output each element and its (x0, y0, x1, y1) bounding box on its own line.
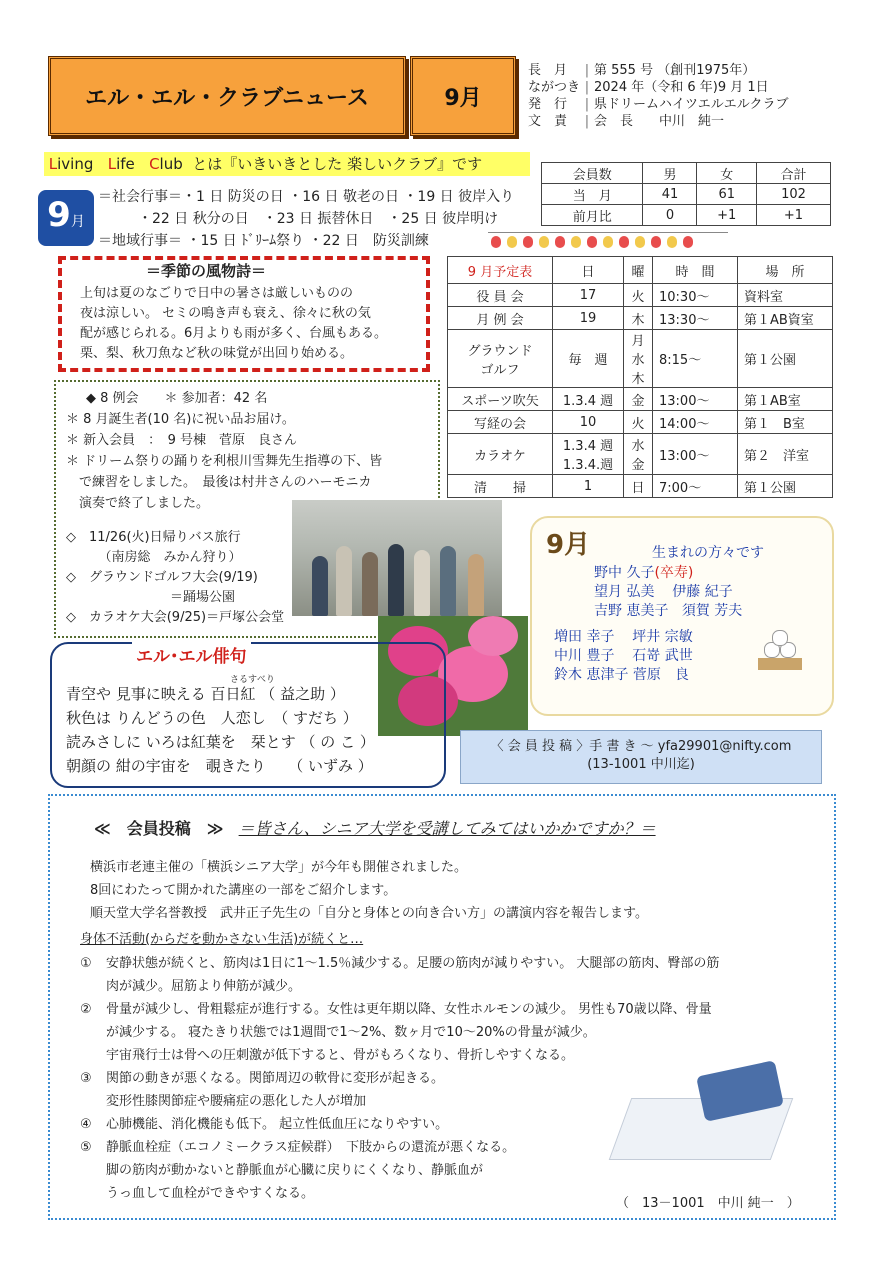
haiku-line: 秋色は りんどうの色 人恋し （ すだち ） (66, 709, 358, 727)
newsletter-title: エル・エル・クラブニュース (85, 85, 369, 111)
article-label: ≪ 会員投稿 ≫ (94, 819, 224, 838)
schedule-table: 9 月予定表 日 曜 時 間 場 所 役 員 会 17 火 10:30～ 資料室 月 例 会 19 木 13:30～ 第１AB資室 グラウンド ゴルフ 毎 週 月水木 8:15～ 第１公園 スポーツ吹矢 1.3.4 週 金 13:00～ 第１AB室 写経の会 10 火 14:00～ 第１ B室 カラオケ 1.3.4 週 1.3.4.週 水金 13:00～ 第２ 洋室 清 掃 1 日 7:00～ 第１公園 (447, 256, 833, 498)
issue-line: ながつき | 2024 年（令和 6 年)9 月 1日 (528, 80, 769, 95)
list-item: ⑤ 静脈血栓症（エコノミークラス症候群） 下肢からの還流が悪くなる。 (80, 1140, 516, 1155)
haiku-box (50, 642, 446, 788)
moon-dango-icon (758, 630, 802, 670)
table-row: 写経の会 10 火 14:00～ 第１ B室 (448, 411, 833, 434)
report-head: ◆ 8 例会 ＊ 参加者：42 名 (86, 391, 268, 406)
september-calendar-icon: 9月 (38, 190, 94, 246)
issue-line: 発 行 | 県ドリームハイツエルエルクラブ (528, 97, 789, 112)
haiku-title: エル･エル俳句 (132, 642, 251, 667)
seasonal-title: ＝季節の風物詩＝ (142, 260, 270, 281)
article-signature: （ 13－1001 中川 純一 ） (616, 1196, 800, 1211)
seasonal-box: ＝季節の風物詩＝ 上旬は夏のなごりで日中の暑さは厳しいものの 夜は涼しい。 セミの鳴き声も衰え、徐々に秋の気 配が感じられる。6月よりも雨が多く、台風もある。 栗、梨、秋刀魚など秋の味覚が出回り始める。 (58, 256, 430, 372)
issue-line: 文 責 | 会 長 中川 純一 (528, 114, 725, 129)
table-row: 前月比 0 +1 +1 (542, 205, 831, 226)
article-subhead: 身体不活動(からだを動かさない生活)が続くと… (80, 932, 364, 947)
upcoming-event: ◇ 11/26(火)日帰りバス旅行 (66, 530, 241, 545)
list-item: ④ 心肺機能、消化機能も低下。 起立性低血圧になりやすい。 (80, 1117, 449, 1132)
upcoming-event: ◇ カラオケ大会(9/25)＝戸塚公会堂 (66, 610, 285, 625)
haiku-line: 青空や 見事に映える 百日紅 （ 益之助 ） (66, 685, 345, 703)
events-section (98, 186, 548, 252)
month-label: 9月 (444, 85, 482, 111)
social-events: ＝社会行事＝・1 日 防災の日 ・16 日 敬老の日 ・19 日 彼岸入り (98, 189, 515, 205)
dance-practice-photo (292, 500, 502, 616)
birthday-title: 生まれの方々です (652, 545, 764, 561)
book-icon (620, 1058, 800, 1168)
table-row: 月 例 会 19 木 13:30～ 第１AB資室 (448, 307, 833, 330)
list-item: ③ 関節の動きが悪くなる。関節周辺の軟骨に変形が起きる。 (80, 1071, 445, 1086)
month-box (410, 56, 516, 136)
slogan-bar: Living Life Club とは『いきいきとした 楽しいクラブ』です (44, 152, 530, 176)
table-row: 当 月 41 61 102 (542, 184, 831, 205)
table-row: グラウンド ゴルフ 毎 週 月水木 8:15～ 第１公園 (448, 330, 833, 388)
haiku-ruby: さるすべり (230, 675, 275, 685)
lantern-garland-icon (488, 232, 728, 251)
table-row: 清 掃 1 日 7:00～ 第１公園 (448, 475, 833, 498)
member-count-table: 会員数 男 女 合計 当 月 41 61 102 前月比 0 +1 +1 (541, 162, 831, 226)
haiku-line: 朝顔の 紺の宇宙を 覗きたり （ いずみ ） (66, 757, 373, 775)
upcoming-event: ◇ グラウンドゴルフ大会(9/19) (66, 570, 258, 585)
issue-info (528, 62, 828, 130)
birthday-month: 9月 (546, 530, 591, 560)
table-row: スポーツ吹矢 1.3.4 週 金 13:00～ 第１AB室 (448, 388, 833, 411)
birthday-box: 9月 生まれの方々です 野中 久子(卒寿) 望月 弘美 伊藤 紀子 吉野 恵美子 須賀 芳夫 増田 幸子 坪井 宗敏 中川 豊子 石嵜 武世 鈴木 恵津子 菅原 良 (530, 516, 834, 716)
article-heading: ＝皆さん、シニア大学を受講してみてはいかかですか？＝ (238, 819, 656, 838)
meeting-report-box: ◆ 8 例会 ＊ 参加者：42 名 ＊ 8 月誕生者(10 名)に祝い品お届け。 ＊ 新入会員 ： 9 号棟 菅原 良さん ＊ ドリーム祭りの踊りを利根川雪舞先生指導の下、皆 で練習をしました。 最後は村井さんのハーモニカ 演奏で終了しました。 ◇ 11/26(火)日帰りバス旅行 （南房総 みかん狩り） ◇ グラウンドゴルフ大会(9/19) ＝踊場公園 ◇ カラオケ大会(9/25)＝戸塚公会堂 (54, 380, 440, 638)
list-item: ② 骨量が減少し、骨粗鬆症が進行する。女性は更年期以降、女性ホルモンの減少。 男性も70歳以降、骨量 (80, 1002, 712, 1017)
table-row: カラオケ 1.3.4 週 1.3.4.週 水金 13:00～ 第２ 洋室 (448, 434, 833, 475)
local-events: ＝地域行事＝ ・15 日 ﾄﾞﾘｰﾑ祭り ・22 日 防災訓練 (98, 233, 429, 249)
social-events-cont: ・22 日 秋分の日 ・23 日 振替休日 ・25 日 彼岸明け (138, 211, 499, 227)
table-row: 役 員 会 17 火 10:30～ 資料室 (448, 284, 833, 307)
contribution-email: 〈 会 員 投 稿 〉手 書 き ～ yfa29901@nifty.com (490, 739, 792, 754)
haiku-line: 読みさしに いろは紅葉を 栞とす （ の こ ） (66, 733, 375, 751)
list-item: ① 安静状態が続くと、筋肉は1日に1～1.5％減少する。足腰の筋肉が減りやすい。 大腿部の筋肉、臀部の筋 (80, 956, 720, 971)
contribution-note: 〈 会 員 投 稿 〉手 書 き ～ yfa29901@nifty.com (13-1001 中川迄) (460, 730, 822, 784)
member-article-box: ≪ 会員投稿 ≫ ＝皆さん、シニア大学を受講してみてはいかかですか？＝ 横浜市老連主催の「横浜シニア大学」が今年も開催されました。 8回にわたって開かれた講座の一部をご紹介します。 順天堂大学名誉教授 武井正子先生の「自分と身体との向き合い方」の講演内容を報告します。 身体不活動(からだを動かさない生活)が続くと… ① 安静状態が続くと、筋肉は1日に1～1.5％減少する。足腰の筋肉が減りやすい。 大腿部の筋肉、臀部の筋 肉が減少。屈筋より伸筋が減少。 ② 骨量が減少し、骨粗鬆症が進行する。女性は更年期以降、女性ホルモンの減少。 男性も70歳以降、骨量 が減少する。 寝たきり状態では1週間で1～2%、数ヶ月で10～20%の骨量が減少。 宇宙飛行士は骨への圧刺激が低下すると、骨がもろくなり、骨折しやすくなる。 ③ 関節の動きが悪くなる。関節周辺の軟骨に変形が起きる。 変形性膝関節症や腰痛症の悪化した人が増加 ④ 心肺機能、消化機能も低下。 起立性低血圧になりやすい。 ⑤ 静脈血栓症（エコノミークラス症候群） 下肢からの還流が悪くなる。 脚の筋肉が動かないと静脈血が心臓に戻りにくくなり、静脈血が うっ血して血栓ができやすくなる。 （ 13－1001 中川 純一 ） (48, 794, 836, 1220)
issue-line: 長 月 | 第 555 号 （創刊1975年） (528, 63, 756, 78)
newsletter-title-box (48, 56, 406, 136)
